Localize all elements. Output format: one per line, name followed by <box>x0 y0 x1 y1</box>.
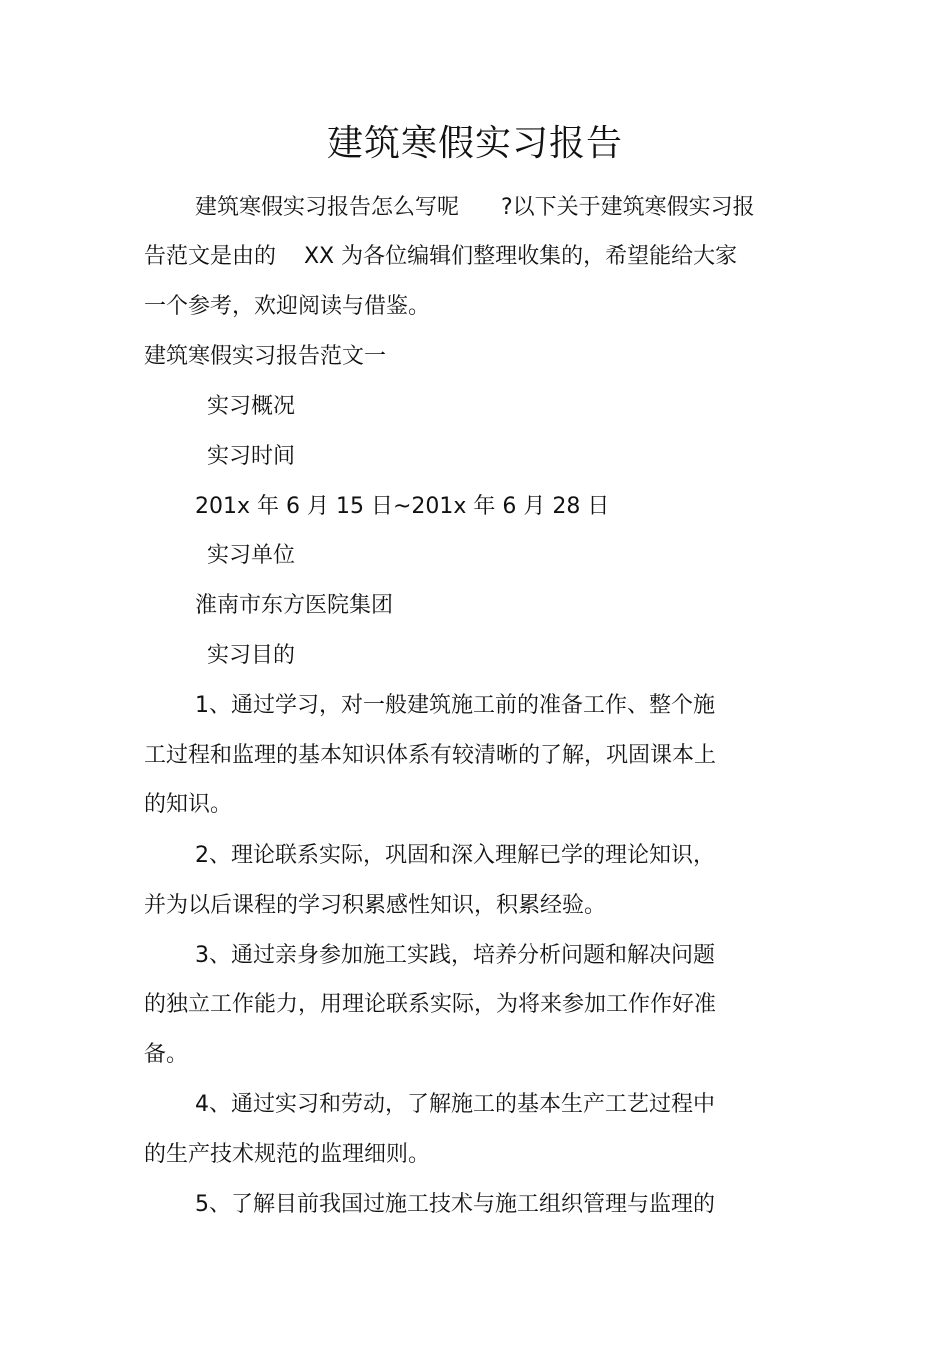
paragraph-line: 的独立工作能力，用理论联系实际，为将来参加工作作好准 <box>144 992 717 1017</box>
paragraph-line: 并为以后课程的学习积累感性知识，积累经验。 <box>144 893 607 918</box>
subsection-heading: 实习概况 <box>207 394 296 419</box>
paragraph-line: 1、通过学习，对一般建筑施工前的准备工作、整个施 <box>195 693 715 718</box>
document-title: 建筑寒假实习报告 <box>326 123 623 164</box>
paragraph-line: 建筑寒假实习报告怎么写呢 ?以下关于建筑寒假实习报 <box>195 195 755 220</box>
paragraph-line: 3、通过亲身参加施工实践，培养分析问题和解决问题 <box>195 943 715 968</box>
paragraph-line: 201x 年 6 月 15 日~201x 年 6 月 28 日 <box>195 494 610 519</box>
paragraph-line: 4、通过实习和劳动，了解施工的基本生产工艺过程中 <box>195 1092 715 1117</box>
paragraph-line: 告范文是由的 XX 为各位编辑们整理收集的，希望能给大家 <box>144 244 738 269</box>
subsection-heading: 实习时间 <box>207 444 296 469</box>
paragraph-line: 2、理论联系实际，巩固和深入理解已学的理论知识， <box>195 843 715 868</box>
paragraph-line: 的知识。 <box>144 792 233 817</box>
section-heading: 建筑寒假实习报告范文一 <box>144 344 387 369</box>
paragraph-line: 的生产技术规范的监理细则。 <box>144 1142 431 1167</box>
paragraph-line: 5、了解目前我国过施工技术与施工组织管理与监理的 <box>195 1192 715 1217</box>
paragraph-line: 工过程和监理的基本知识体系有较清晰的了解，巩固课本上 <box>144 743 717 768</box>
subsection-heading: 实习目的 <box>207 643 296 668</box>
paragraph-line: 备。 <box>144 1042 189 1067</box>
paragraph-line: 一个参考，欢迎阅读与借鉴。 <box>144 294 431 319</box>
subsection-heading: 实习单位 <box>207 543 296 568</box>
paragraph-line: 淮南市东方医院集团 <box>195 593 394 618</box>
